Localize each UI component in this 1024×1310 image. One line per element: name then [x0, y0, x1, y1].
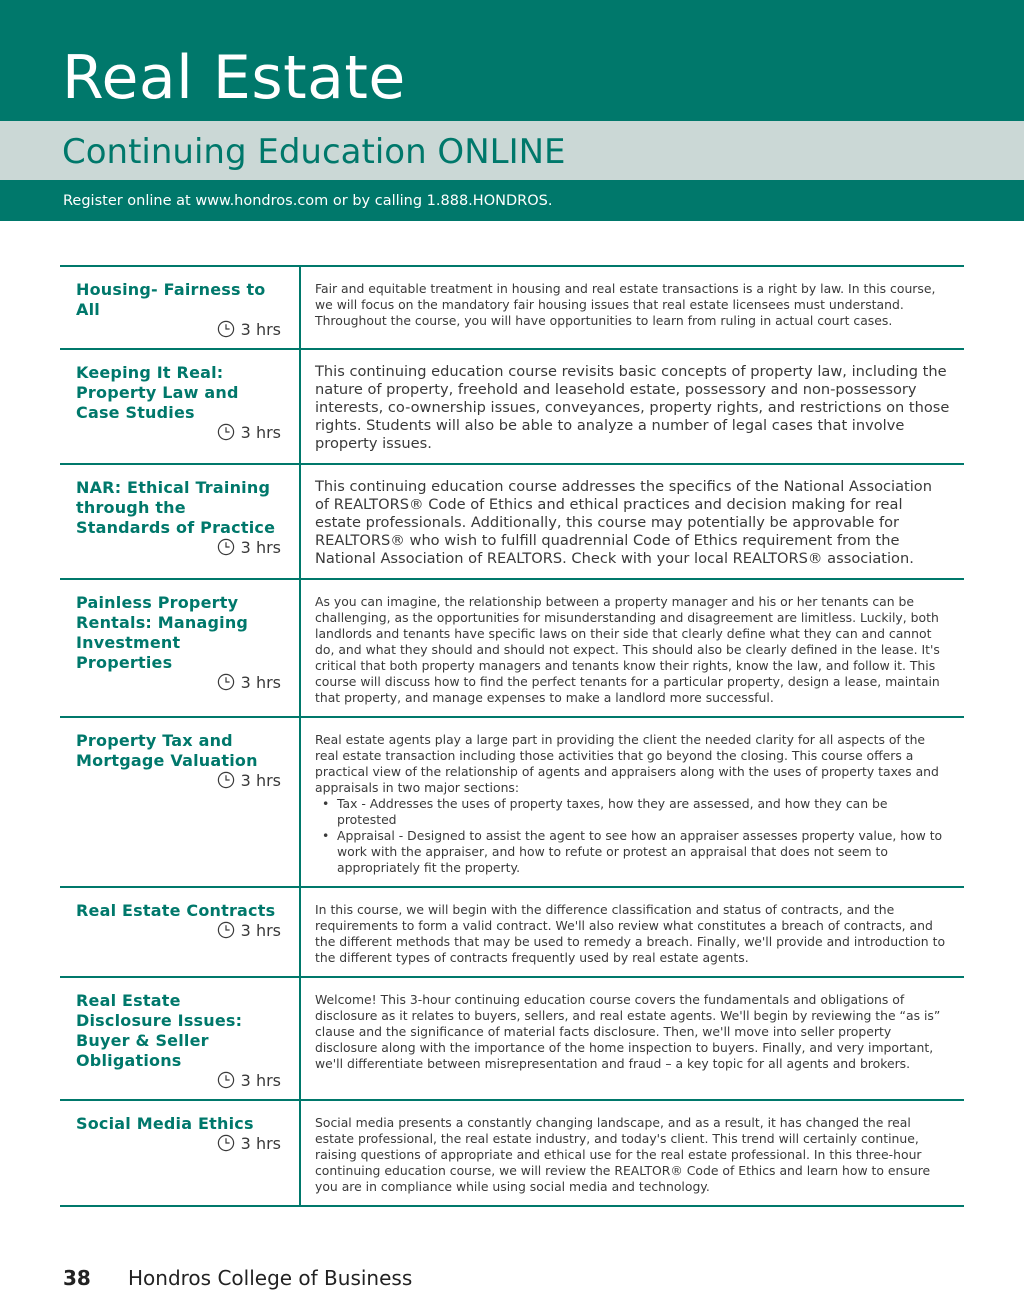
course-hours-label: 3 hrs [240, 1071, 281, 1090]
bullet-list [315, 796, 950, 876]
course-hours-label: 3 hrs [240, 673, 281, 692]
course-description: Social media presents a constantly changing landscape, and as a result, it has changed the real estate professional, the real estate industry, and today's client. This trend will certainly continue, raising questions of appropriate and ethical use for the real estate professional. In this three-hour continuing education course, we will review the REALTOR® Code of Ethics and learn how to ensure you are in compliance while using social media and technology. [315, 1115, 931, 1194]
course-hours-label: 3 hrs [240, 1134, 281, 1153]
course-row [60, 465, 964, 580]
course-hours [76, 673, 281, 693]
clock-icon [217, 771, 235, 789]
course-hours [76, 1134, 281, 1154]
page-number: 38 [63, 1266, 91, 1290]
course-title: Painless Property Rentals: Managing Investment Properties [76, 593, 249, 672]
course-info [60, 350, 301, 463]
course-hours [76, 423, 281, 443]
course-hours [76, 771, 281, 791]
course-hours-label: 3 hrs [240, 423, 281, 442]
course-description [301, 718, 964, 886]
course-hours-label: 3 hrs [240, 320, 281, 339]
course-row [60, 580, 964, 718]
footer-publisher: Hondros College of Business [128, 1266, 413, 1290]
course-title: Real Estate Contracts [76, 901, 276, 920]
clock-icon [217, 538, 235, 556]
course-title: Real Estate Disclosure Issues: Buyer & Seller Obligations [76, 991, 243, 1070]
course-row [60, 1101, 964, 1207]
course-title: Housing- Fairness to All [76, 280, 266, 319]
course-row [60, 267, 964, 350]
clock-icon [217, 673, 235, 691]
clock-icon [217, 921, 235, 939]
clock-icon [217, 1071, 235, 1089]
course-description: As you can imagine, the relationship between a property manager and his or her tenants can be challenging, as the opportunities for misunderstanding and disagreement are limitless. Luckily, both landlords and tenants have specific laws on their side that clearly define what they can and cannot do, and what they should and should not expect. This should also be clearly defined in the lease. It's critical that both property managers and tenants know their rights, know the law, and follow it. This course will discuss how to find the perfect tenants for a particular property, design a lease, maintain that property, and manage expenses to make a landlord more successful. [315, 594, 940, 705]
course-description: Fair and equitable treatment in housing and real estate transactions is a right by law. In this course, we will focus on the mandatory fair housing issues that real estate licensees must understand. Throughout the course, you will have opportunities to learn from ruling in actual court cases. [315, 281, 936, 328]
course-title: NAR: Ethical Training through the Standards of Practice [76, 478, 276, 537]
course-hours [76, 320, 281, 340]
course-info [60, 1101, 301, 1205]
course-description: Welcome! This 3-hour continuing education course covers the fundamentals and obligations of disclosure as it relates to buyers, sellers, and real estate agents. We'll begin by reviewing the “as is” clause and the significance of material facts disclosure. Then, we'll move into seller property disclosure along with the importance of the home inspection to buyers. Finally, and very important, we'll differentiate between misrepresentation and fraud – a key topic for all agents and brokers. [315, 992, 941, 1071]
course-description: This continuing education course revisits basic concepts of property law, including the nature of property, freehold and leasehold estate, possessory and non-possessory interests, co-ownership issues, conveyances, property rights, and restrictions on those rights. Students will also be able to analyze a number of legal cases that involve property issues. [315, 363, 950, 452]
course-list [60, 265, 964, 1207]
course-info [60, 267, 301, 348]
course-info [60, 888, 301, 976]
course-hours-label: 3 hrs [240, 771, 281, 790]
course-description: This continuing education course addresses the specifics of the National Association of REALTORS® Code of Ethics and ethical practices and decision making for real estate professionals. Additionally, this course may potentially be approvable for REALTORS® who wish to fulfill quadrennial Code of Ethics requirement from the National Association of REALTORS. Check with your local REALTORS® association. [315, 478, 932, 567]
course-row [60, 978, 964, 1101]
register-text: Register online at www.hondros.com or by calling 1.888.HONDROS. [63, 193, 553, 209]
course-title: Social Media Ethics [76, 1114, 254, 1133]
course-row [60, 718, 964, 888]
course-info [60, 718, 301, 886]
course-title: Property Tax and Mortgage Valuation [76, 731, 258, 770]
page-title: Real Estate [62, 43, 406, 113]
course-hours-label: 3 hrs [240, 921, 281, 940]
bullet-item: • Tax - Addresses the uses of property taxes, how they are assessed, and how they can be protested [315, 796, 950, 828]
course-row [60, 350, 964, 465]
course-hours-label: 3 hrs [240, 538, 281, 557]
course-info [60, 465, 301, 578]
clock-icon [217, 423, 235, 441]
course-description-text: Real estate agents play a large part in providing the client the needed clarity for all aspects of the real estate transaction including those activities that go beyond the closing. This course offers a practical view of the relationship of agents and appraisers along with the uses of property taxes and appraisals in two major sections: [315, 732, 939, 795]
course-hours [76, 1071, 281, 1091]
clock-icon [217, 320, 235, 338]
course-hours [76, 921, 281, 941]
page-subtitle: Continuing Education ONLINE [62, 132, 566, 172]
course-info [60, 978, 301, 1099]
course-hours [76, 538, 281, 558]
bullet-item: • Appraisal - Designed to assist the agent to see how an appraiser assesses property value, how to work with the appraiser, and how to refute or protest an appraisal that does not seem to appropriately fit the property. [315, 828, 950, 876]
course-info [60, 580, 301, 716]
course-title: Keeping It Real: Property Law and Case Studies [76, 363, 239, 422]
course-description: In this course, we will begin with the difference classification and status of contracts, and the requirements to form a valid contract. We'll also review what constitutes a breach of contracts, and the different methods that may be used to remedy a breach. Finally, we'll provide and introduction to the different types of contracts frequently used by real estate agents. [315, 902, 946, 965]
course-row [60, 888, 964, 978]
clock-icon [217, 1134, 235, 1152]
